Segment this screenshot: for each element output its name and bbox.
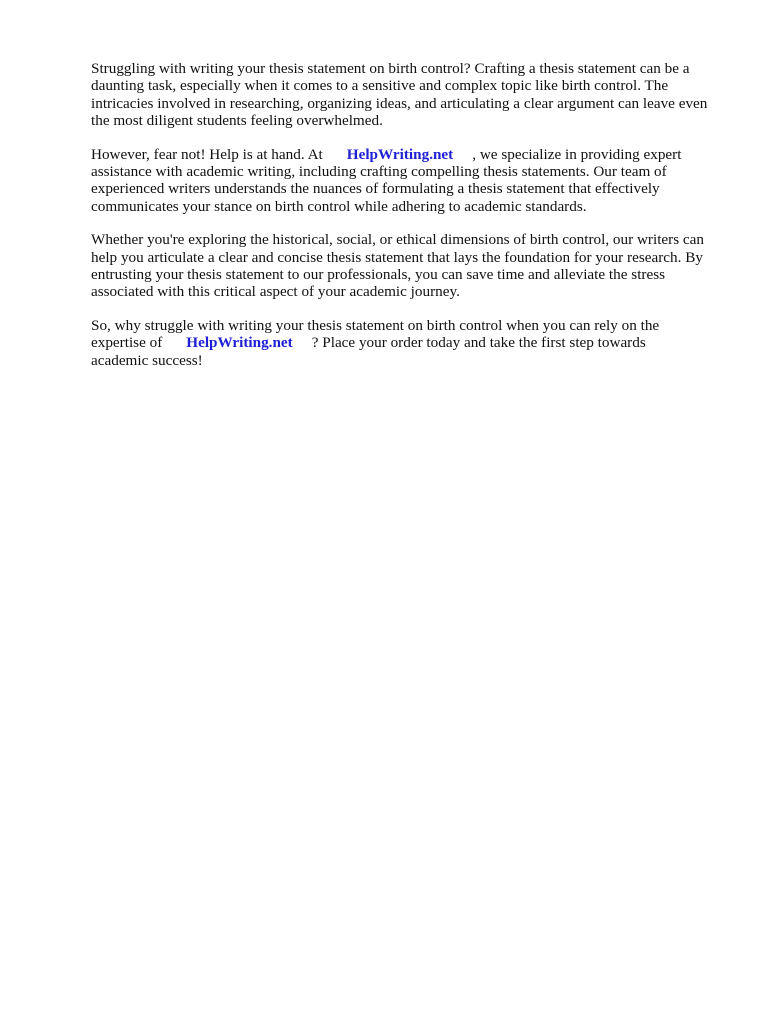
- text-line: Whether you're exploring the historical, social, or ethical dimensions of birth control, our writers can: [91, 231, 705, 249]
- text-segment: expertise of: [91, 334, 163, 352]
- text-line: the most diligent students feeling overwhelmed.: [91, 112, 383, 130]
- text-line: academic success!: [91, 351, 203, 369]
- helpwriting-link[interactable]: HelpWriting.net: [346, 145, 454, 163]
- text-line: help you articulate a clear and concise thesis statement that lays the foundation for your research. By: [91, 248, 703, 266]
- text-line: daunting task, especially when it comes to a sensitive and complex topic like birth control. The: [91, 77, 669, 95]
- paragraph-intro: [91, 60, 731, 130]
- text-line: entrusting your thesis statement to our professionals, you can save time and alleviate the stress: [91, 266, 666, 284]
- text-line: experienced writers understands the nuances of formulating a thesis statement that effectively: [91, 180, 660, 198]
- text-line: [91, 146, 731, 163]
- text-segment: However, fear not! Help is at hand. At: [91, 145, 323, 163]
- text-line: intricacies involved in researching, organizing ideas, and articulating a clear argument can leave even: [91, 94, 708, 112]
- text-line: communicates your stance on birth control while adhering to academic standards.: [91, 197, 587, 215]
- text-segment: ? Place your order today and take the first step towards: [311, 334, 646, 352]
- paragraph-closing: [91, 317, 731, 369]
- paragraph-exploring: [91, 231, 731, 301]
- text-line: assistance with academic writing, including crafting compelling thesis statements. Our team of: [91, 163, 667, 181]
- text-line: Struggling with writing your thesis statement on birth control? Crafting a thesis statement can be a: [91, 60, 690, 77]
- text-line: So, why struggle with writing your thesis statement on birth control when you can rely on the: [91, 316, 660, 334]
- paragraph-help: [91, 146, 731, 216]
- document-body: [91, 60, 731, 385]
- text-line: associated with this critical aspect of your academic journey.: [91, 283, 460, 301]
- text-line: [91, 334, 731, 351]
- helpwriting-link[interactable]: HelpWriting.net: [186, 334, 293, 352]
- text-segment: , we specialize in providing expert: [472, 145, 682, 163]
